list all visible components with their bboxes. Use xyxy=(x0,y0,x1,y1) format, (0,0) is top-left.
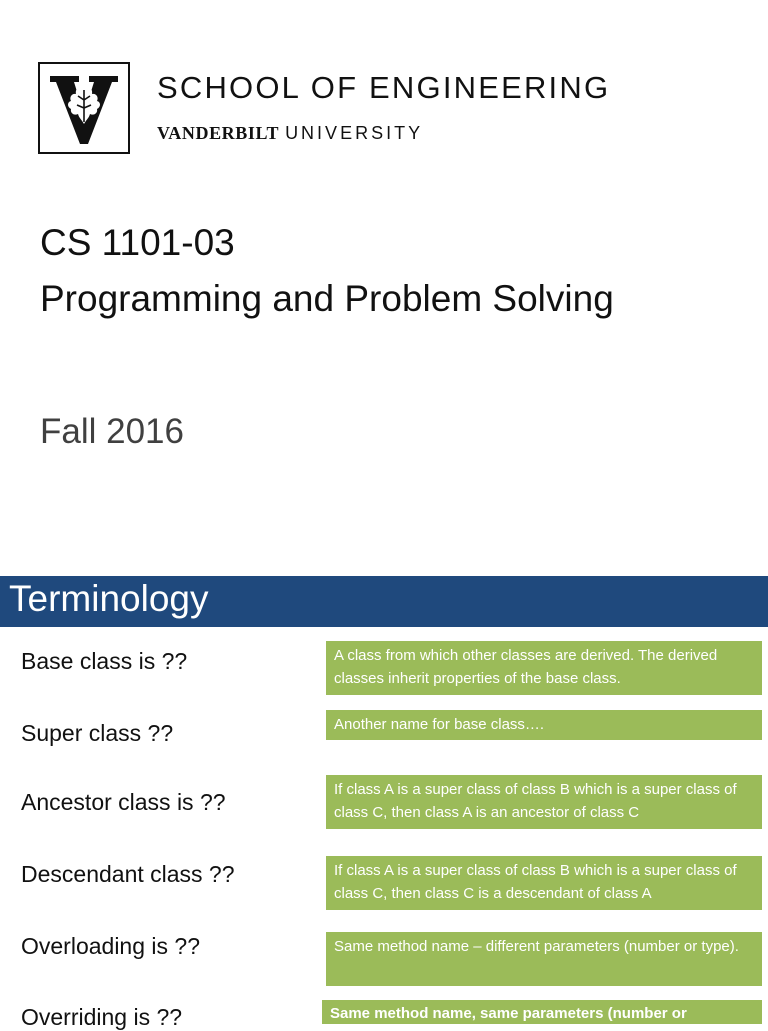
term-answer: If class A is a super class of class B which is a super class of class C, then class C is a descendant of class A xyxy=(326,856,762,910)
slide-header xyxy=(0,576,768,627)
term-question: Overriding is ?? xyxy=(21,1004,183,1030)
term-answer: Same method name – different parameters (number or type). xyxy=(326,932,762,986)
term-answer: A class from which other classes are derived. The derived classes inherit properties of the base class. xyxy=(326,641,762,695)
course-term: Fall 2016 xyxy=(40,412,184,451)
school-name: SCHOOL OF ENGINEERING xyxy=(157,70,611,105)
course-code: CS 1101-03 xyxy=(40,222,235,263)
course-title: Programming and Problem Solving xyxy=(40,278,614,319)
term-question: Overloading is ?? xyxy=(21,933,200,959)
slide-title: Terminology xyxy=(9,578,209,619)
university-name xyxy=(157,123,423,144)
university-name-rest: UNIVERSITY xyxy=(285,123,424,143)
university-name-bold: VANDERBILT xyxy=(157,123,280,143)
term-question: Descendant class ?? xyxy=(21,861,235,887)
term-answer: Another name for base class…. xyxy=(326,710,762,740)
term-question: Ancestor class is ?? xyxy=(21,789,226,815)
oak-leaf-v-icon xyxy=(40,64,128,152)
term-question: Base class is ?? xyxy=(21,648,188,674)
vanderbilt-logo xyxy=(38,62,130,154)
term-answer: If class A is a super class of class B which is a super class of class C, then class A is an ancestor of class C xyxy=(326,775,762,829)
terminology-slide xyxy=(0,576,768,1030)
term-question: Super class ?? xyxy=(21,720,174,746)
term-answer: Same method name, same parameters (number or xyxy=(322,1000,762,1024)
